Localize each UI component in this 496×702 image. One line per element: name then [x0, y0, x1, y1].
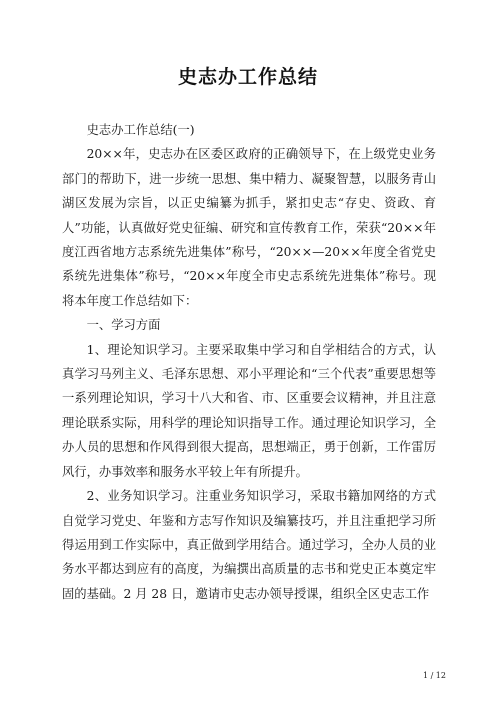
- section-heading: 一、学习方面: [86, 318, 161, 333]
- paragraph: 20××年，史志办在区委区政府的正确领导下，在上级党史业务部门的帮助下，进一步统一思想、集中精力、凝聚智慧，以服务青山湖区发展为宗旨，以正史编纂为抓手，紧扣史志“存史、资政、育人”功能，认真做好党史征编、研究和宣传教育工作，荣获“20××年度江西省地方志系统先进集体”称号，“20××—20××年度全省党史系统先进集体”称号，“20××年度全市史志系统先进集体”称号。现将本年度工作总结如下：: [62, 147, 436, 308]
- section-subtitle: 史志办工作总结(一): [86, 123, 195, 137]
- document-title: 史志办工作总结: [177, 66, 318, 88]
- document-body: [62, 118, 436, 606]
- paragraph: 2、业务知识学习。注重业务知识学习，采取书籍加网络的方式自觉学习党史、年鉴和方志写作知识及编纂技巧，并且注重把学习所得运用到工作实际中，真正做到学用结合。通过学习，全办人员的业务水平都达到应有的高度，为编撰出高质量的志书和党史正本奠定牢固的基础。2 月 28 日，邀请市史志办领导授课，组织全区史志工作: [62, 489, 436, 601]
- paragraph: 1、理论知识学习。主要采取集中学习和自学相结合的方式，认真学习马列主义、毛泽东思想、邓小平理论和“三个代表”重要思想等一系列理论知识，学习十八大和省、市、区重要会议精神，并且注意理论联系实际，用科学的理论知识指导工作。通过理论知识学习，全办人员的思想和作风得到很大提高，思想端正，勇于创新，工作雷厉风行，办事效率和服务水平较上年有所提升。: [62, 342, 436, 479]
- page-number: 1 / 12: [422, 671, 446, 680]
